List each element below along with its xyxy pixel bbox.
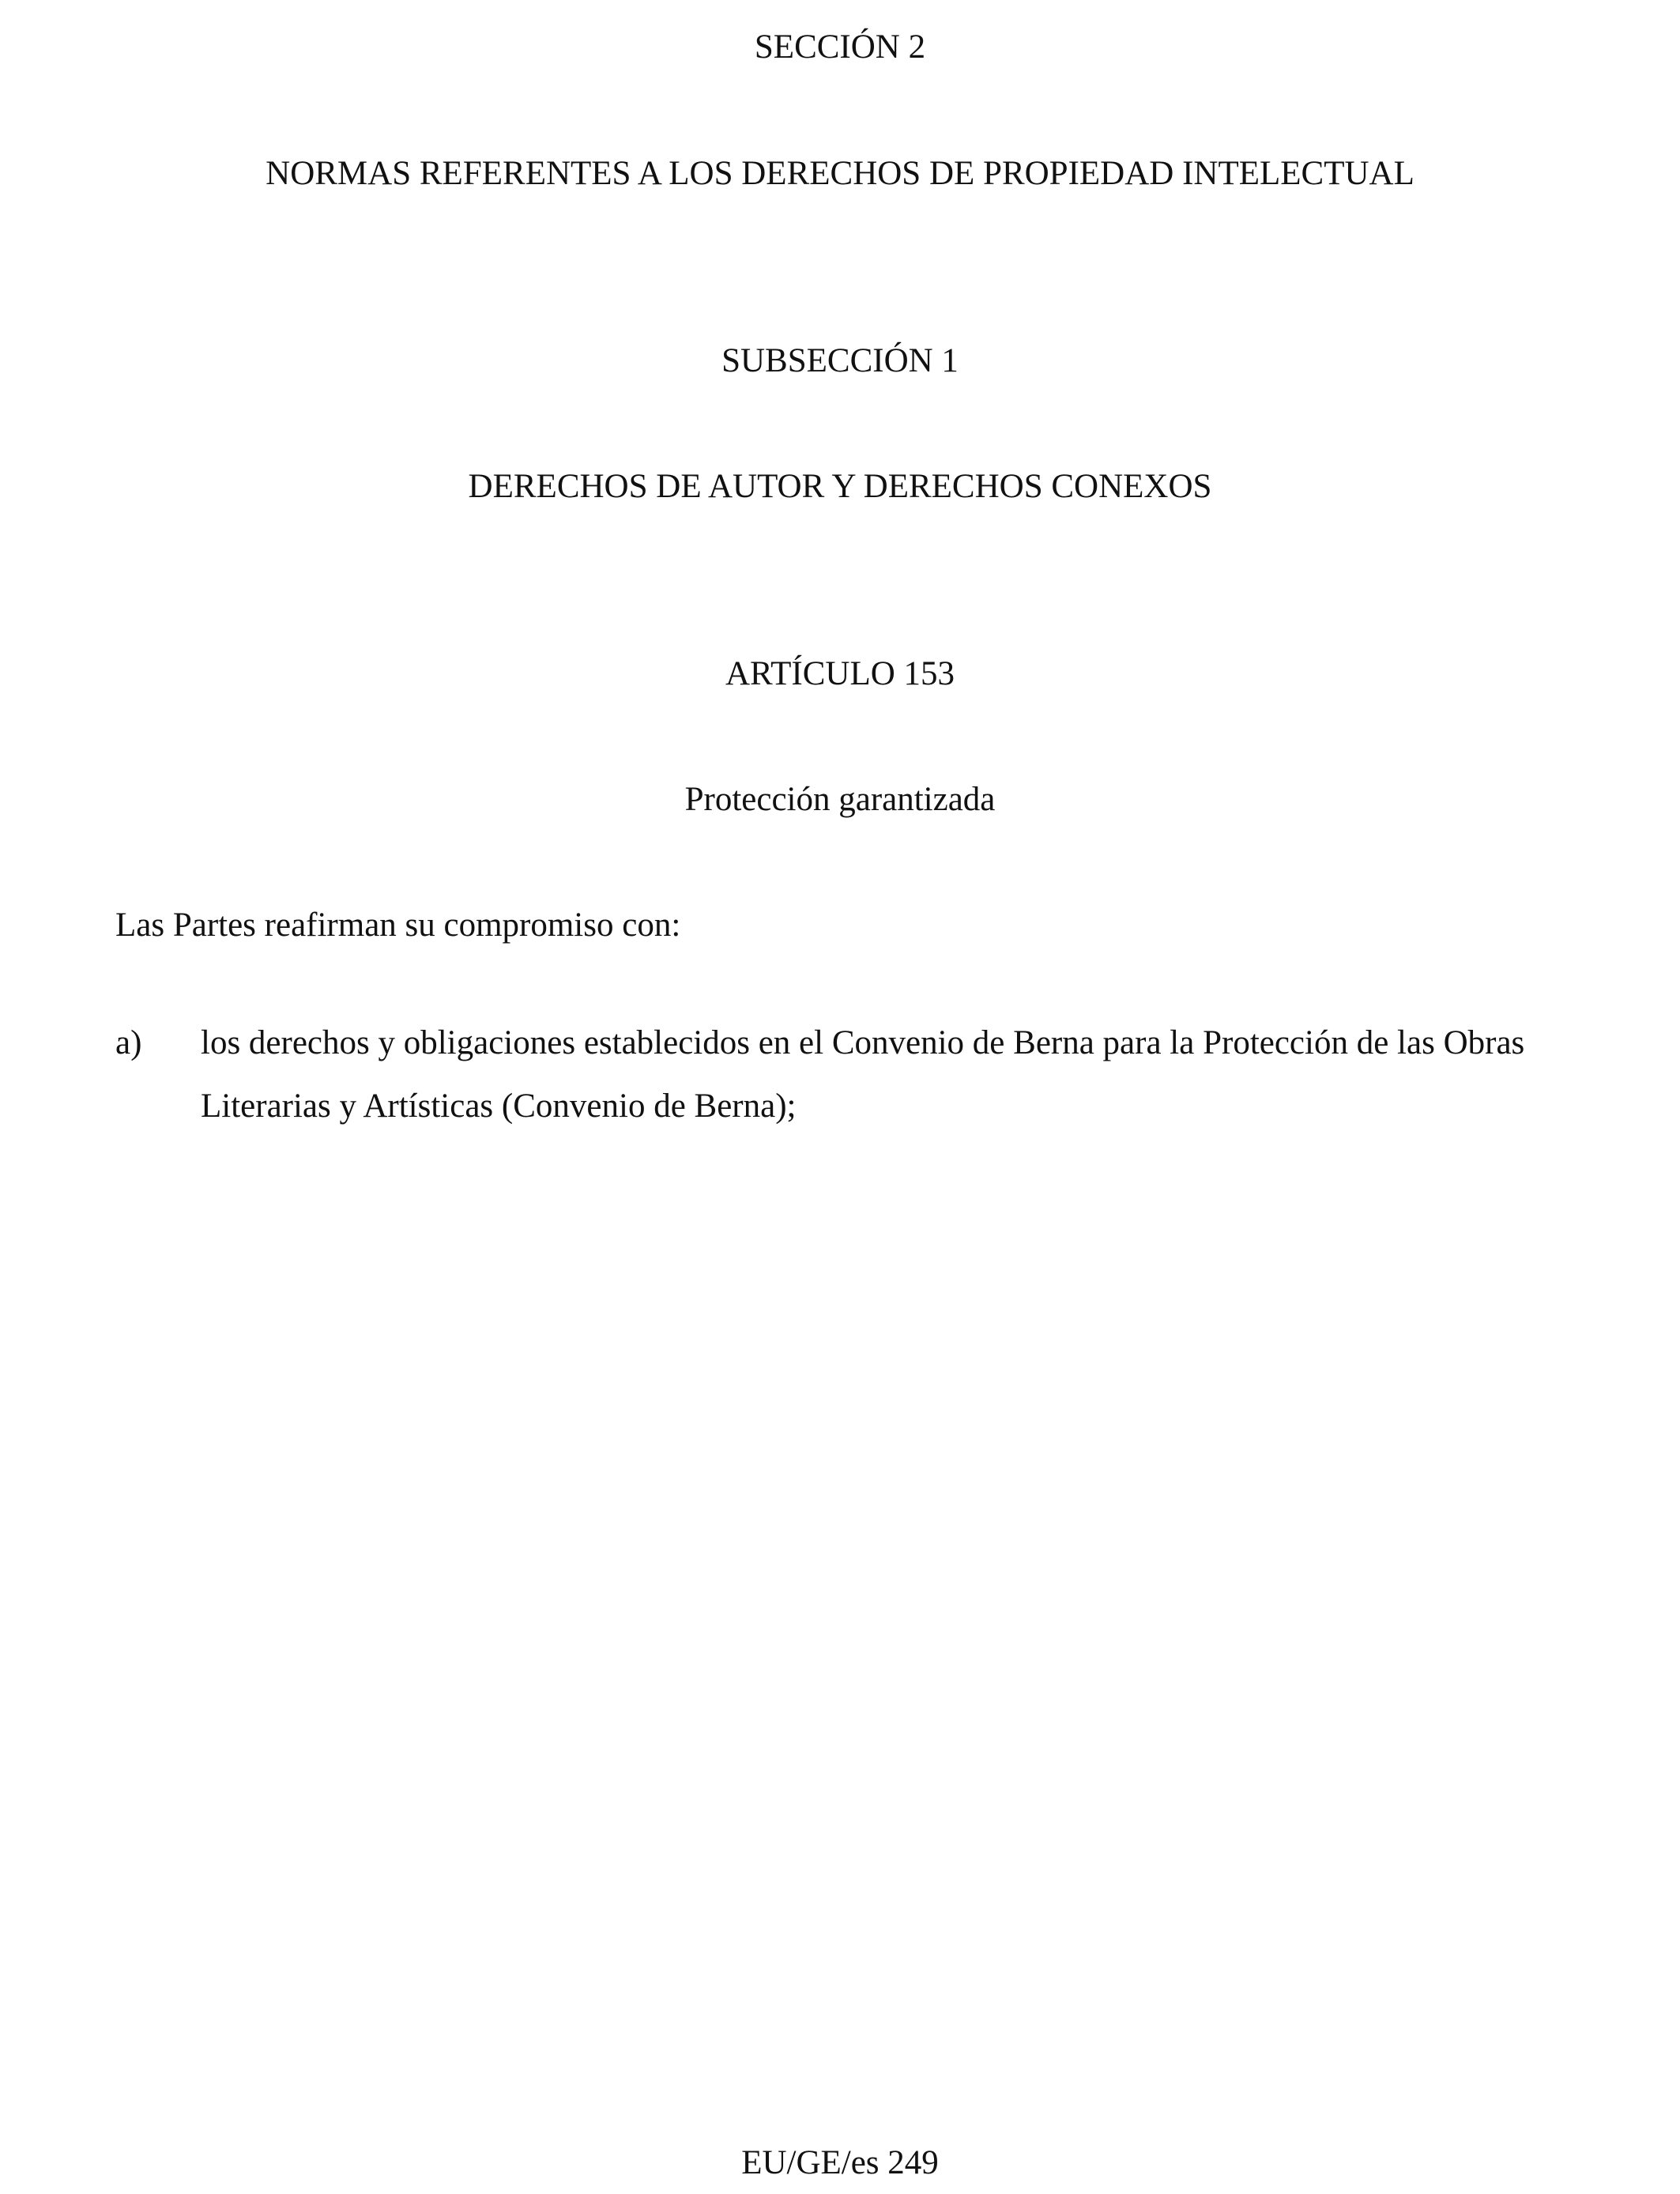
subsection-label: SUBSECCIÓN 1 [721, 342, 959, 379]
article-title: Protección garantizada [684, 781, 996, 818]
subsection-title: DERECHOS DE AUTOR Y DERECHOS CONEXOS [468, 468, 1212, 505]
article-label: ARTÍCULO 153 [725, 655, 955, 692]
list-item-text: los derechos y obligaciones establecidos en el Convenio de Berna para la Protección de las Obras Literarias y Artísticas (Convenio de Berna); [201, 1024, 1525, 1125]
list-item [115, 1026, 1561, 1152]
page-reference: EU/GE/es 249 [741, 2144, 939, 2181]
section-label: SECCIÓN 2 [754, 28, 926, 66]
list-marker: a) [115, 1024, 142, 1061]
intro-paragraph: Las Partes reafirman su compromiso con: [115, 907, 681, 944]
section-title: NORMAS REFERENTES A LOS DERECHOS DE PROPIEDAD INTELECTUAL [266, 155, 1414, 192]
